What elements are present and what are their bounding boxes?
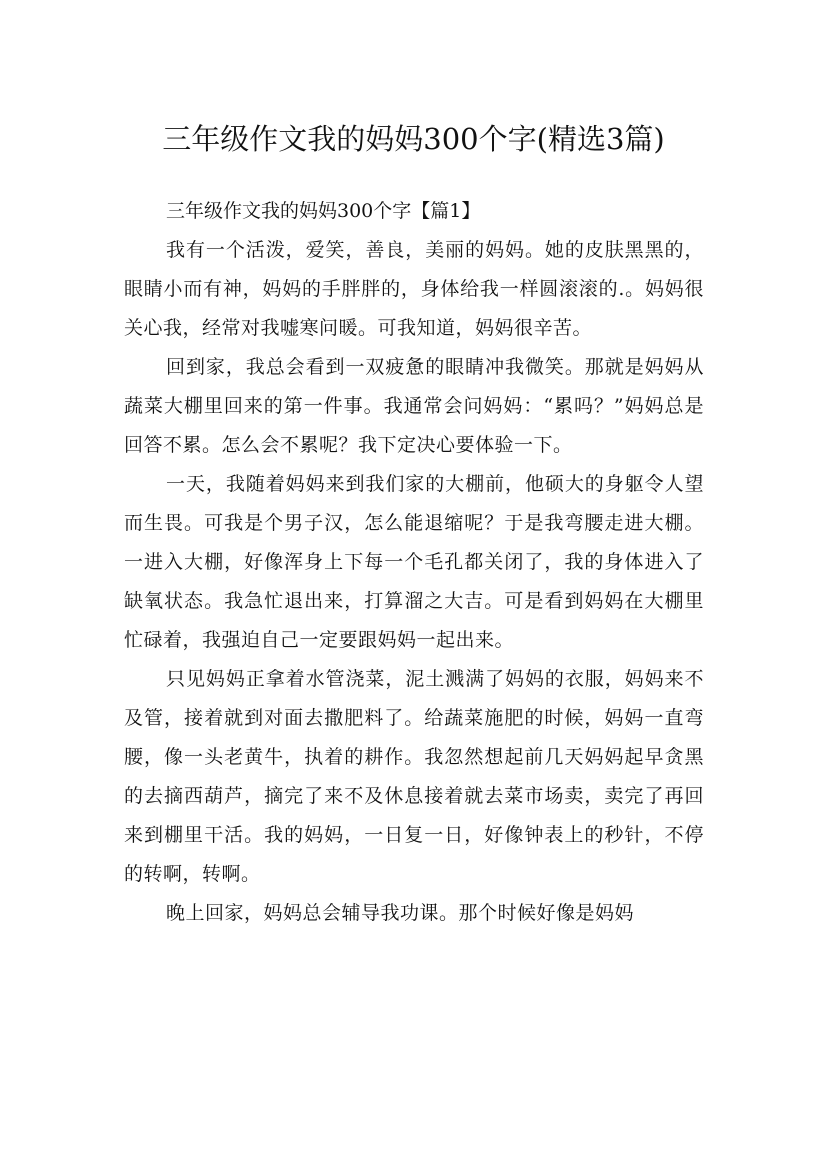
paragraph-2: 回到家，我总会看到一双疲惫的眼睛冲我微笑。那就是妈妈从蔬菜大棚里回来的第一件事。我通常会问妈妈：“累吗？”妈妈总是回答不累。怎么会不累呢？我下定决心要体验一下。 — [124, 356, 704, 456]
paragraph-3: 一天，我随着妈妈来到我们家的大棚前，他硕大的身躯令人望而生畏。可我是个男子汉，怎么能退缩呢？于是我弯腰走进大棚。一进入大棚，好像浑身上下每一个毛孔都关闭了，我的身体进入了缺氧状态。我急忙退出来，打算溜之大吉。可是看到妈妈在大棚里忙碌着，我强迫自己一定要跟妈妈一起出来。 — [124, 473, 704, 651]
paragraph-1: 我有一个活泼，爱笑，善良，美丽的妈妈。她的皮肤黑黑的，眼睛小而有神，妈妈的手胖胖的，身体给我一样圆滚滚的.。妈妈很关心我，经常对我嘘寒问暖。可我知道，妈妈很辛苦。 — [124, 239, 704, 339]
article-body — [124, 192, 704, 933]
paragraph-5: 晚上回家，妈妈总会辅导我功课。那个时候好像是妈妈 — [166, 902, 635, 924]
document-title: 三年级作文我的妈妈300个字(精选3篇) — [162, 122, 665, 157]
paragraph-4: 只见妈妈正拿着水管浇菜，泥土溅满了妈妈的衣服，妈妈来不及管，接着就到对面去撒肥料了。给蔬菜施肥的时候，妈妈一直弯腰，像一头老黄牛，执着的耕作。我忽然想起前几天妈妈起早贪黑的去摘西葫芦，摘完了来不及休息接着就去菜市场卖，卖完了再回来到棚里干活。我的妈妈，一日复一日，好像钟表上的秒针，不停的转啊，转啊。 — [124, 668, 704, 885]
section-heading: 三年级作文我的妈妈300个字【篇1】 — [166, 200, 481, 222]
